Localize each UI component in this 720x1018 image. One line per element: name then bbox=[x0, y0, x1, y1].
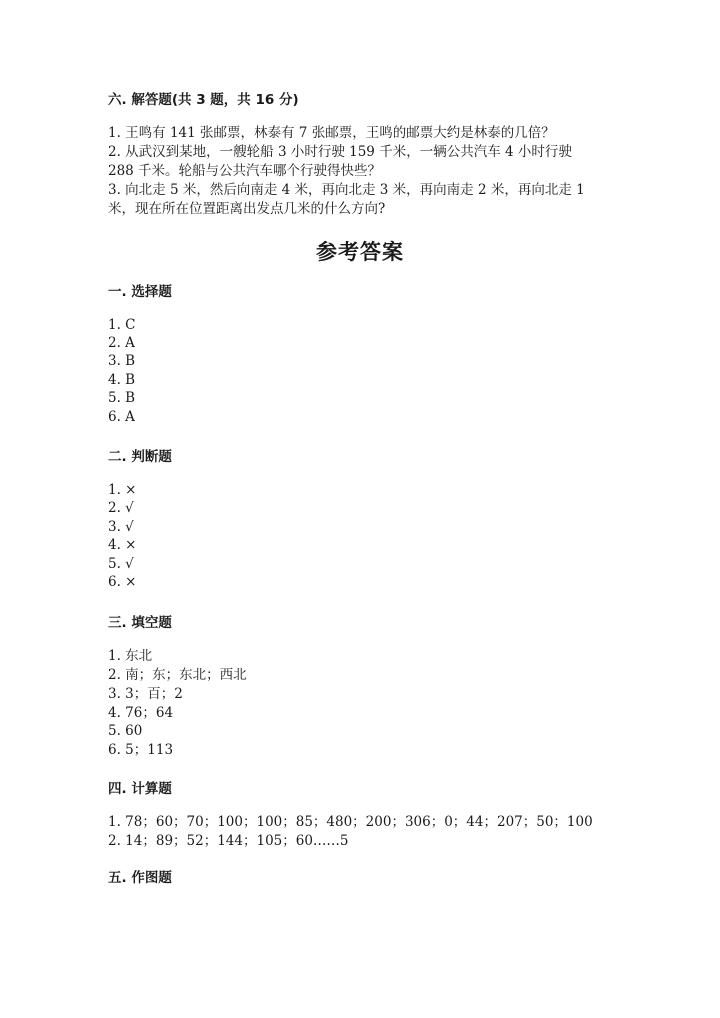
fill-answer: 6. 5；113 bbox=[108, 742, 174, 758]
fill-answer: 2. 南；东；东北；西北 bbox=[108, 667, 247, 683]
judge-answer: 2. √ bbox=[108, 500, 134, 516]
question-line-1: 1. 王鸣有 141 张邮票，林泰有 7 张邮票，王鸣的邮票大约是林泰的几倍？ bbox=[108, 125, 555, 141]
choice-answer: 3. B bbox=[108, 353, 136, 369]
draw-heading: 五. 作图题 bbox=[108, 870, 172, 886]
choice-answer: 6. A bbox=[108, 409, 135, 425]
question-line-5: 米，现在所在位置距离出发点几米的什么方向? bbox=[108, 201, 386, 217]
fill-answer: 3. 3；百；2 bbox=[108, 686, 183, 702]
judge-heading: 二. 判断题 bbox=[108, 449, 172, 465]
choice-answer: 5. B bbox=[108, 390, 136, 406]
calc-answer: 1. 78；60；70；100；100；85；480；200；306；0；44；207；50；100 bbox=[108, 814, 593, 830]
section-6-heading: 六. 解答题(共 3 题，共 16 分) bbox=[108, 92, 299, 108]
fill-answer: 4. 76；64 bbox=[108, 705, 174, 721]
fill-answer: 1. 东北 bbox=[108, 648, 153, 664]
judge-answer: 4. × bbox=[108, 537, 137, 553]
choice-answer: 2. A bbox=[108, 335, 135, 351]
judge-answer: 5. √ bbox=[108, 556, 134, 572]
choice-answer: 1. C bbox=[108, 317, 136, 333]
answers-title: 参考答案 bbox=[316, 240, 404, 264]
judge-answer: 3. √ bbox=[108, 519, 134, 535]
question-line-3: 288 千米。轮船与公共汽车哪个行驶得快些？ bbox=[108, 163, 382, 179]
choice-heading: 一. 选择题 bbox=[108, 284, 172, 300]
question-line-2: 2. 从武汉到某地，一艘轮船 3 小时行驶 159 千米，一辆公共汽车 4 小时行驶 bbox=[108, 144, 572, 160]
fill-heading: 三. 填空题 bbox=[108, 615, 172, 631]
judge-answer: 6. × bbox=[108, 574, 137, 590]
calc-answer: 2. 14；89；52；144；105；60……5 bbox=[108, 833, 349, 849]
question-line-4: 3. 向北走 5 米，然后向南走 4 米，再向北走 3 米，再向南走 2 米，再向北走 1 bbox=[108, 182, 585, 198]
judge-answer: 1. × bbox=[108, 482, 137, 498]
fill-answer: 5. 60 bbox=[108, 723, 143, 739]
calc-heading: 四. 计算题 bbox=[108, 781, 172, 797]
choice-answer: 4. B bbox=[108, 372, 136, 388]
